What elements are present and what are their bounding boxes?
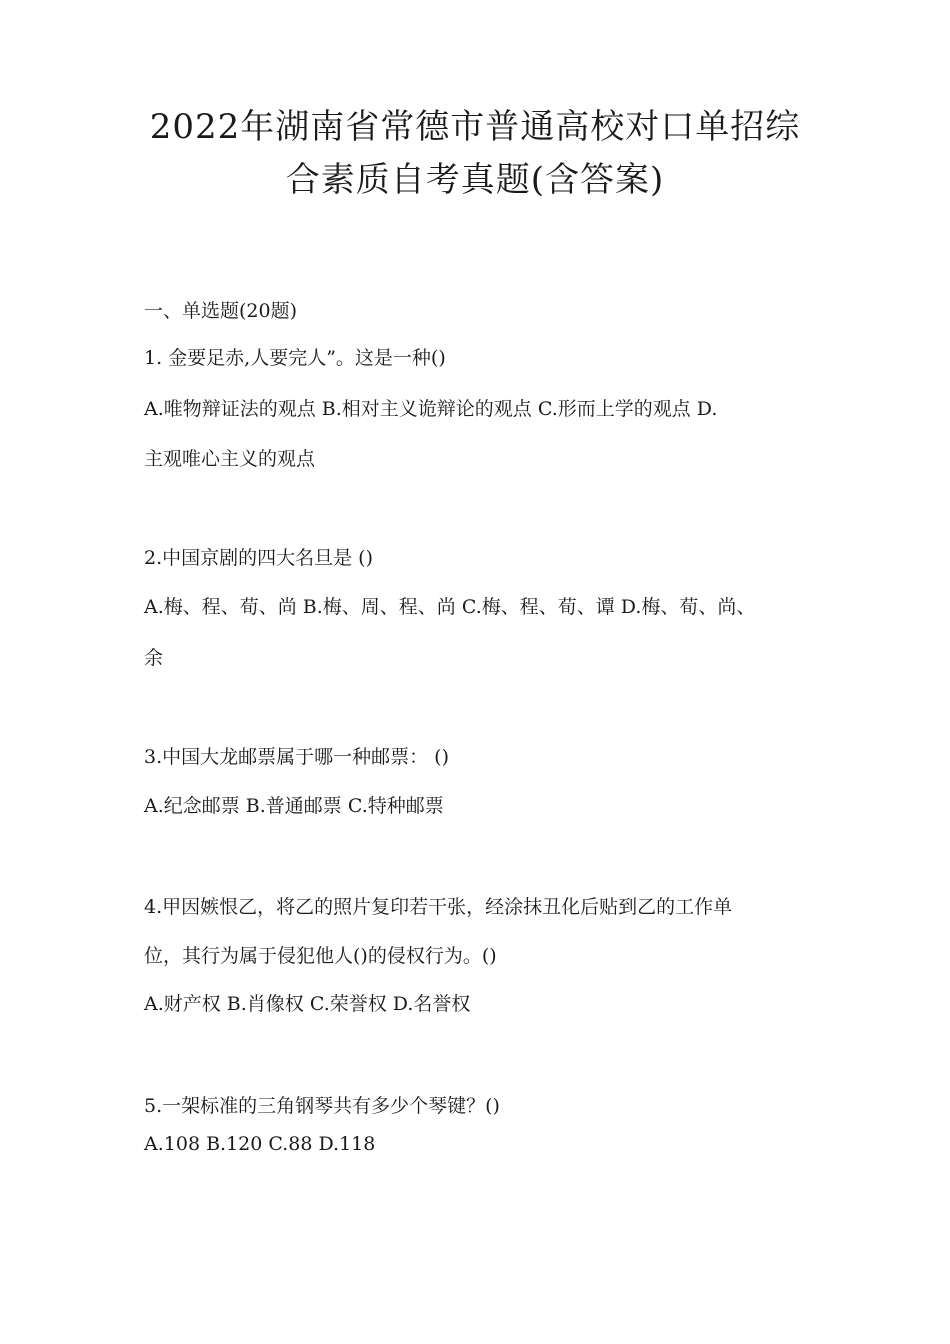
question-4-options-line-1: A.财产权 B.肖像权 C.荣誉权 D.名誉权 <box>144 993 471 1015</box>
question-3-stem: 3.中国大龙邮票属于哪一种邮票： () <box>144 746 449 768</box>
question-4-stem-line-1: 4.甲因嫉恨乙，将乙的照片复印若干张，经涂抹丑化后贴到乙的工作单 <box>144 896 733 918</box>
section-heading: 一、单选题(20题) <box>144 300 298 322</box>
question-3-options-line-1: A.纪念邮票 B.普通邮票 C.特种邮票 <box>144 795 444 817</box>
question-2-options-line-1: A.梅、程、荀、尚 B.梅、周、程、尚 C.梅、程、荀、谭 D.梅、荀、尚、 <box>144 596 756 618</box>
question-2-options-line-2: 余 <box>144 647 164 669</box>
document-title-line-2: 合素质自考真题(含答案) <box>285 160 665 200</box>
question-5-stem: 5.一架标准的三角钢琴共有多少个琴键？() <box>144 1095 500 1117</box>
question-1-options-line-2: 主观唯心主义的观点 <box>144 448 316 470</box>
question-5-options-line-1: A.108 B.120 C.88 D.118 <box>144 1133 376 1155</box>
question-1-stem: 1. 金要足赤,人要完人”。这是一种() <box>144 347 446 369</box>
question-1-options-line-1: A.唯物辩证法的观点 B.相对主义诡辩论的观点 C.形而上学的观点 D. <box>144 398 718 420</box>
question-4-stem-line-2: 位，其行为属于侵犯他人()的侵权行为。() <box>144 945 497 967</box>
document-title-line-1: 2022年湖南省常德市普通高校对口单招综 <box>149 107 801 147</box>
question-2-stem: 2.中国京剧的四大名旦是 () <box>144 547 373 569</box>
